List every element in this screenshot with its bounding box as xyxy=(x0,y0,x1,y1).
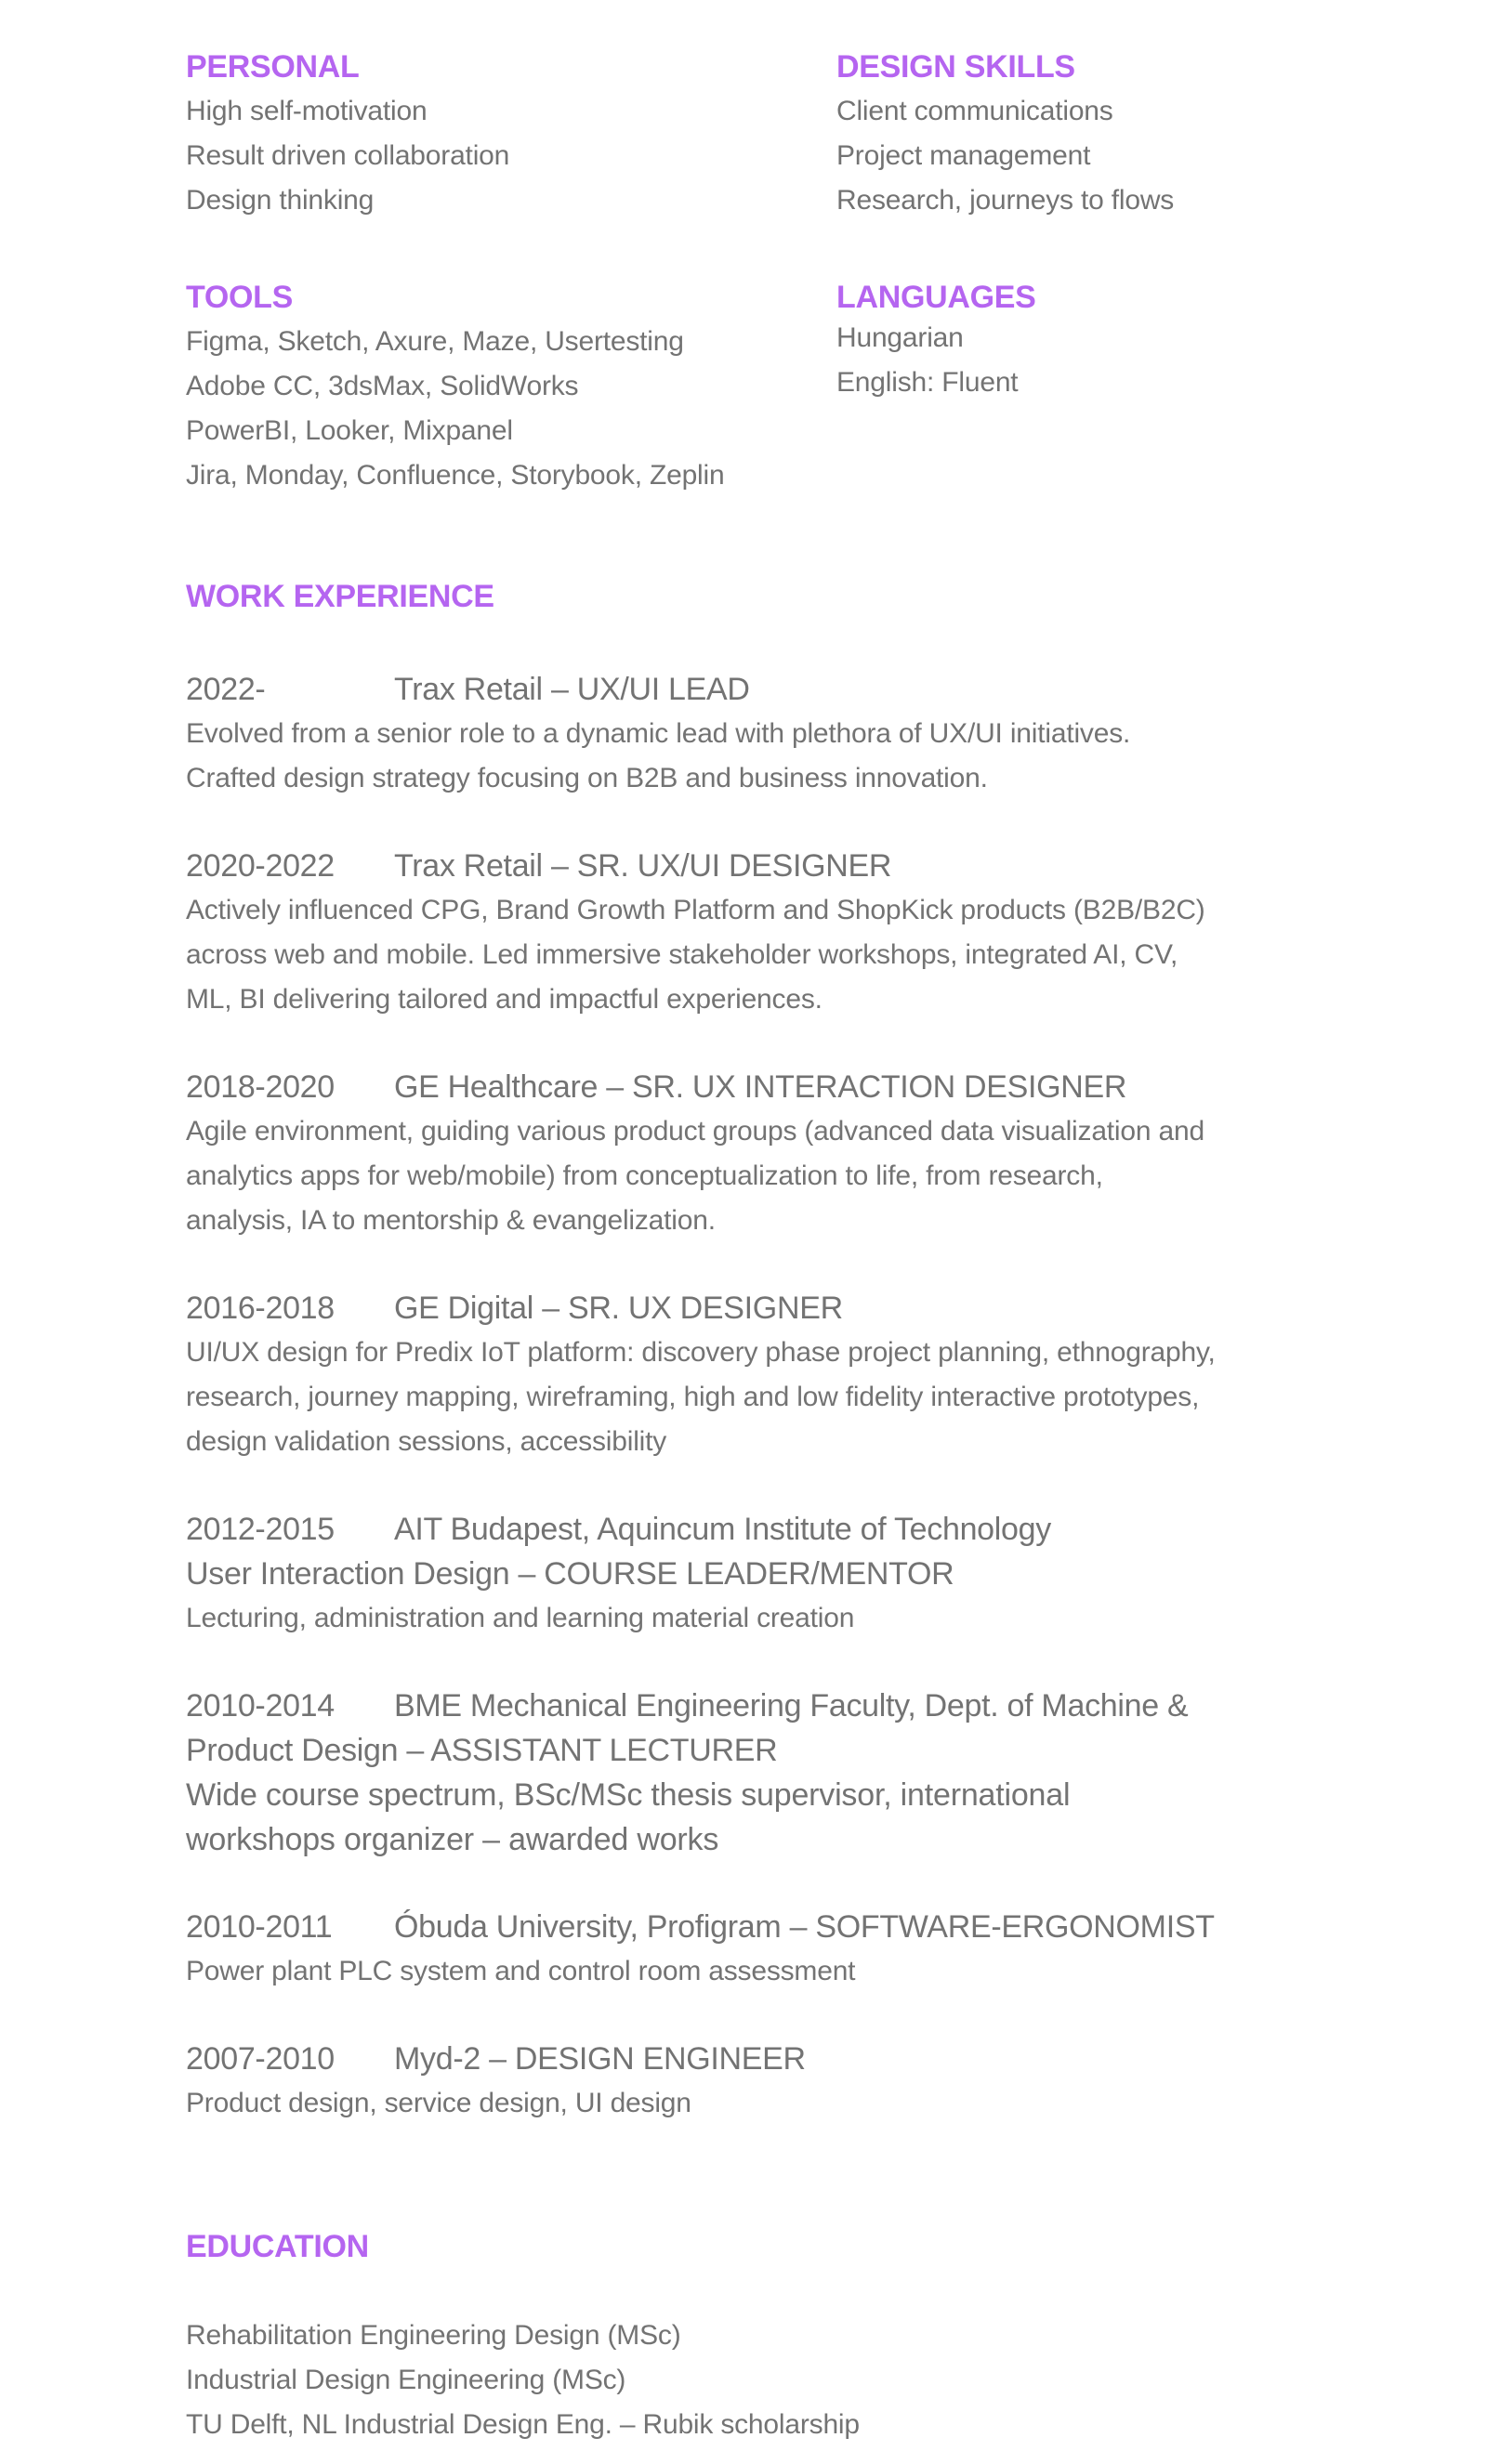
work-experience-heading: WORK EXPERIENCE xyxy=(186,579,494,614)
job-header xyxy=(186,1905,1357,1949)
job-date: 2020-2022 xyxy=(186,848,335,884)
job-title: GE Healthcare – SR. UX INTERACTION DESIGNER xyxy=(394,1069,1127,1105)
education-item: TU Delft, NL Industrial Design Eng. – Rubik scholarship xyxy=(186,2409,860,2440)
tools-item: PowerBI, Looker, Mixpanel xyxy=(186,415,513,446)
job-description-line: ML, BI delivering tailored and impactful experiences. xyxy=(186,984,822,1015)
job-date: 2007-2010 xyxy=(186,2041,335,2077)
job-header xyxy=(186,1684,1357,1728)
job-title: Trax Retail – SR. UX/UI DESIGNER xyxy=(394,848,892,884)
language-item: English: Fluent xyxy=(836,367,1019,398)
job-date: 2012-2015 xyxy=(186,1512,335,1547)
job-title: AIT Budapest, Aquincum Institute of Technology xyxy=(394,1512,1051,1547)
design-skill-item: Research, journeys to flows xyxy=(836,185,1175,216)
job-description-line: Power plant PLC system and control room assessment xyxy=(186,1956,856,1986)
job-description-line: UI/UX design for Predix IoT platform: discovery phase project planning, ethnography, xyxy=(186,1337,1216,1368)
job-description-line: workshops organizer – awarded works xyxy=(186,1822,719,1857)
job-title-continued: User Interaction Design – COURSE LEADER/MENTOR xyxy=(186,1556,954,1592)
job-entry xyxy=(186,667,1357,801)
tools-item: Adobe CC, 3dsMax, SolidWorks xyxy=(186,371,579,401)
education-item: Rehabilitation Engineering Design (MSc) xyxy=(186,2320,681,2351)
design-skills-section xyxy=(836,48,1174,223)
job-description-line: design validation sessions, accessibility xyxy=(186,1426,667,1457)
job-description xyxy=(186,1773,1357,1862)
job-description xyxy=(186,1949,1357,1994)
job-entry xyxy=(186,1684,1357,1862)
job-title-continued: Product Design – ASSISTANT LECTURER xyxy=(186,1733,778,1768)
job-description xyxy=(186,712,1357,801)
job-title: Óbuda University, Profigram – SOFTWARE-ERGONOMIST xyxy=(394,1909,1215,1945)
job-title: Myd-2 – DESIGN ENGINEER xyxy=(394,2041,806,2077)
education-item: Industrial Design Engineering (MSc) xyxy=(186,2365,626,2395)
job-description-line: Product design, service design, UI design xyxy=(186,2088,691,2118)
job-description-line: Actively influenced CPG, Brand Growth Platform and ShopKick products (B2B/B2C) xyxy=(186,895,1205,925)
design-skill-item: Client communications xyxy=(836,96,1113,126)
personal-item: High self-motivation xyxy=(186,96,428,126)
design-skills-heading: DESIGN SKILLS xyxy=(836,49,1075,85)
job-entry xyxy=(186,1286,1357,1464)
language-item: Hungarian xyxy=(836,322,964,353)
job-date: 2010-2014 xyxy=(186,1688,335,1723)
personal-item: Result driven collaboration xyxy=(186,140,510,171)
job-entry xyxy=(186,1065,1357,1243)
languages-section xyxy=(836,279,1036,405)
job-header xyxy=(186,1065,1357,1109)
job-date: 2016-2018 xyxy=(186,1291,335,1326)
tools-heading: TOOLS xyxy=(186,280,293,315)
job-date: 2010-2011 xyxy=(186,1909,333,1945)
job-header xyxy=(186,667,1357,712)
job-description-line: across web and mobile. Led immersive stakeholder workshops, integrated AI, CV, xyxy=(186,939,1178,970)
job-header xyxy=(186,844,1357,888)
languages-heading: LANGUAGES xyxy=(836,280,1036,315)
job-title: GE Digital – SR. UX DESIGNER xyxy=(394,1291,843,1326)
work-experience-list xyxy=(186,667,1357,2169)
job-description-line: Evolved from a senior role to a dynamic lead with plethora of UX/UI initiatives. xyxy=(186,718,1131,749)
job-title: BME Mechanical Engineering Faculty, Dept. of Machine & xyxy=(394,1688,1189,1723)
job-description-line: analysis, IA to mentorship & evangelization. xyxy=(186,1205,716,1236)
skills-grid xyxy=(186,0,1338,520)
tools-item: Figma, Sketch, Axure, Maze, Usertesting xyxy=(186,326,684,357)
job-description-line: Lecturing, administration and learning material creation xyxy=(186,1603,855,1633)
personal-section xyxy=(186,48,509,223)
job-entry xyxy=(186,2037,1357,2126)
design-skill-item: Project management xyxy=(836,140,1091,171)
job-description xyxy=(186,2081,1357,2126)
job-header xyxy=(186,1286,1357,1330)
tools-section xyxy=(186,279,724,498)
job-entry xyxy=(186,844,1357,1022)
job-description xyxy=(186,888,1357,1022)
personal-item: Design thinking xyxy=(186,185,375,216)
job-description-line: Wide course spectrum, BSc/MSc thesis supervisor, international xyxy=(186,1777,1071,1813)
education-heading: EDUCATION xyxy=(186,2229,369,2264)
job-date: 2018-2020 xyxy=(186,1069,335,1105)
tools-item: Jira, Monday, Confluence, Storybook, Zeplin xyxy=(186,460,725,491)
job-entry xyxy=(186,1905,1357,1994)
job-date: 2022- xyxy=(186,672,266,707)
job-header xyxy=(186,1507,1357,1552)
job-description-line: research, journey mapping, wireframing, high and low fidelity interactive prototypes, xyxy=(186,1382,1200,1412)
job-description xyxy=(186,1596,1357,1641)
job-description-line: Agile environment, guiding various product groups (advanced data visualization and xyxy=(186,1116,1204,1147)
personal-heading: PERSONAL xyxy=(186,49,360,85)
job-description xyxy=(186,1109,1357,1243)
education-list xyxy=(186,2313,860,2447)
job-description-line: analytics apps for web/mobile) from conceptualization to life, from research, xyxy=(186,1160,1103,1191)
job-description xyxy=(186,1330,1357,1464)
job-header xyxy=(186,2037,1357,2081)
job-entry xyxy=(186,1507,1357,1641)
job-description-line: Crafted design strategy focusing on B2B and business innovation. xyxy=(186,763,988,793)
job-title: Trax Retail – UX/UI LEAD xyxy=(394,672,750,707)
